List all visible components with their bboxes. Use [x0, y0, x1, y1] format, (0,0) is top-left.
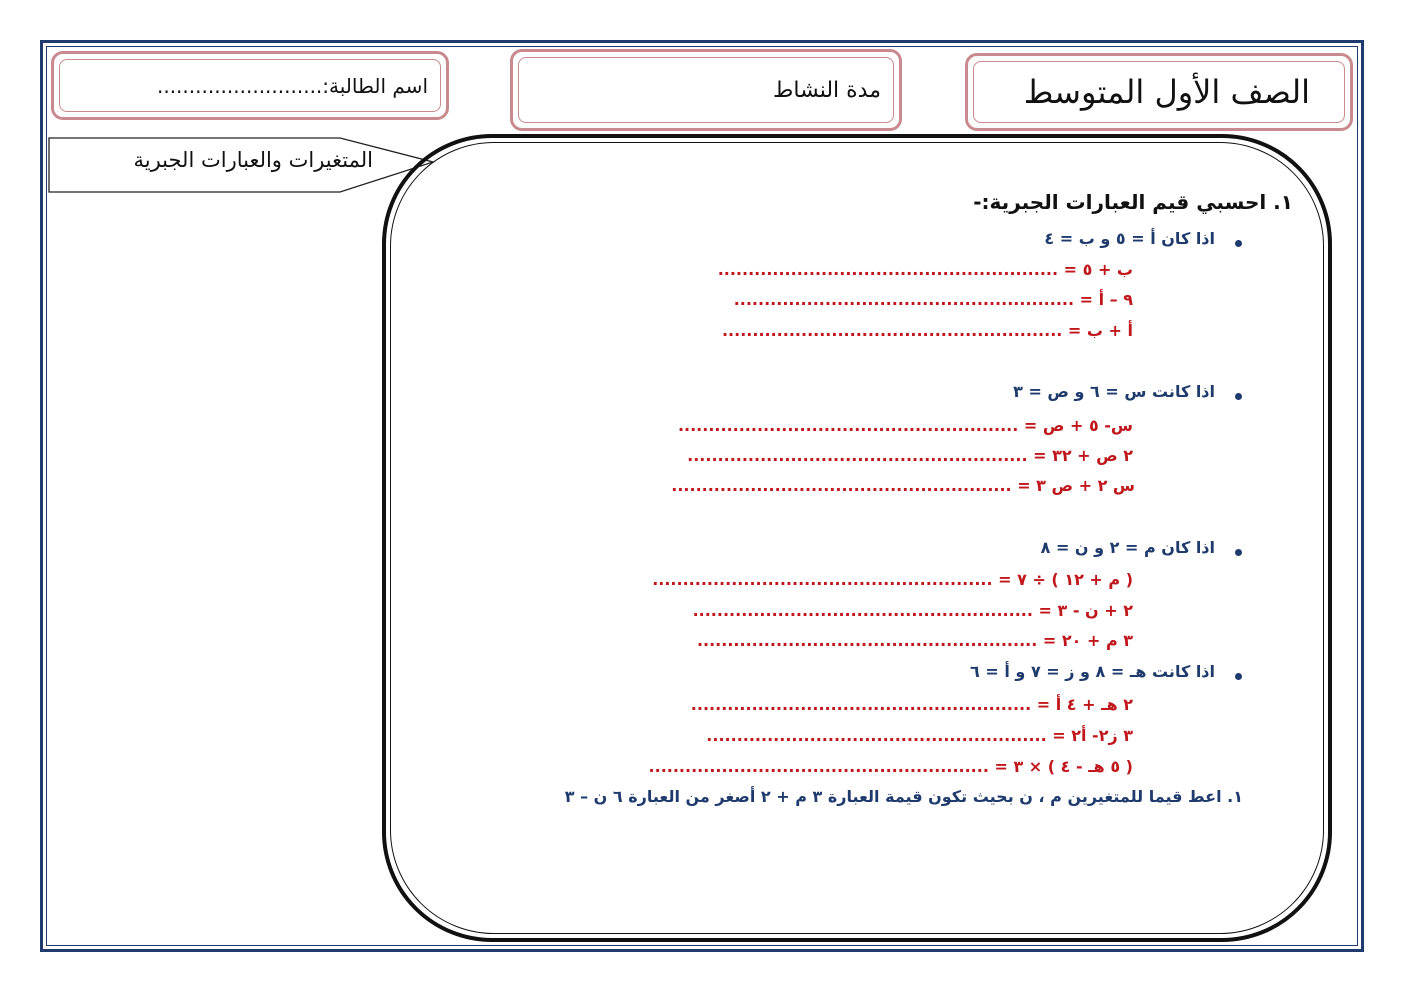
group-3-condition: اذا كان م = ٢ و ن = ٨: [1040, 538, 1215, 557]
group-4-condition: اذا كانت هـ = ٨ و ز = ٧ و أ = ٦: [970, 662, 1215, 681]
group-1-condition: اذا كان أ = ٥ و ب = ٤: [1044, 229, 1215, 248]
group-1-item-3[interactable]: أ + ب = ........................................................: [721, 321, 1133, 340]
group-2-item-1[interactable]: س- ٥ + ص = ........................................................: [677, 416, 1133, 435]
bullet: [1235, 549, 1242, 556]
question-2-text: ١. اعط قيما للمتغيرين م ، ن بحيث تكون قيمة العبارة ٣ م + ٢ أصغر من العبارة ٦ ن – ٣: [564, 787, 1243, 806]
question-1-title: ١. احسبي قيم العبارات الجبرية:-: [973, 190, 1293, 214]
group-3-item-1[interactable]: ( م + ١٢ ) ÷ ٧ = ........................................................: [652, 570, 1133, 589]
student-name-field[interactable]: اسم الطالبة:..........................: [156, 73, 428, 98]
group-4-item-3[interactable]: ( ٥ هـ - ٤ ) × ٣ = ........................................................: [648, 757, 1133, 776]
group-4-item-1[interactable]: ٢ هـ + ٤ أ = ........................................................: [690, 695, 1133, 714]
group-3-item-3[interactable]: ٣ م + ٢٠ = ........................................................: [696, 631, 1133, 650]
group-4-item-2[interactable]: ٣ ز٢- أ٢ = ........................................................: [706, 726, 1133, 745]
activity-duration-box: [510, 49, 902, 131]
group-1-item-1[interactable]: ب + ٥ = ........................................................: [717, 260, 1133, 279]
grade-box: [965, 53, 1353, 131]
group-2-item-3[interactable]: س ٢ + ص ٣ = ........................................................: [671, 476, 1135, 495]
bullet: [1235, 393, 1242, 400]
bullet: [1235, 240, 1242, 247]
group-2-condition: اذا كانت س = ٦ و ص = ٣: [1013, 382, 1215, 401]
topic-label: المتغيرات والعبارات الجبرية: [133, 148, 373, 172]
activity-duration-label: مدة النشاط: [773, 77, 881, 103]
grade-label: الصف الأول المتوسط: [1023, 73, 1310, 111]
group-1-item-2[interactable]: ٩ – أ = ........................................................: [733, 290, 1133, 309]
bullet: [1235, 673, 1242, 680]
group-2-item-2[interactable]: ٢ ص + ٣٢ = ........................................................: [687, 446, 1133, 465]
group-3-item-2[interactable]: ٢ + ن - ٣ = ........................................................: [692, 601, 1133, 620]
